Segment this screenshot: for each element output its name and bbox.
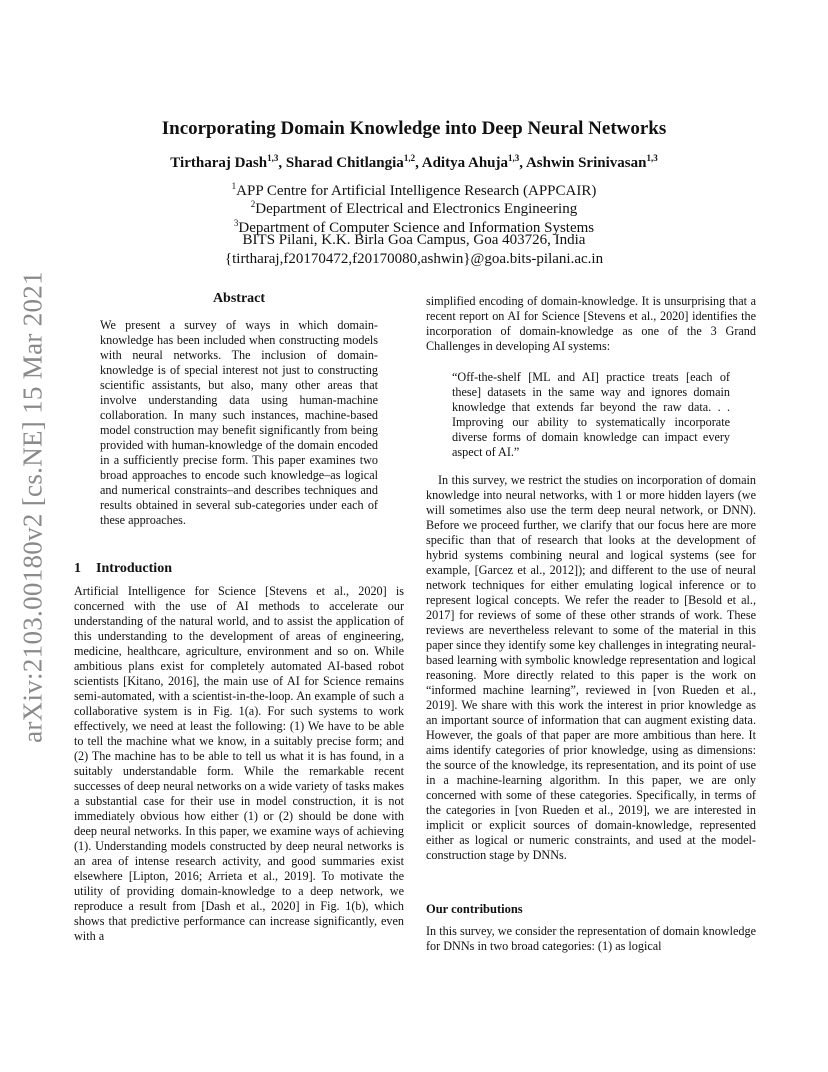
author-name: Sharad Chitlangia xyxy=(285,155,404,171)
right-paragraph-1: simplified encoding of domain-knowledge. It is unsurprising that a recent report on AI for Science [Stevens et al., 2020] identifies the incorporation of domain-knowledge as one of the 3 Grand Challenges in developing AI systems: xyxy=(426,294,756,353)
campus-address: BITS Pilani, K.K. Birla Goa Campus, Goa 403726, India xyxy=(242,232,586,248)
arxiv-stamp: arXiv:2103.00180v2 [cs.NE] 15 Mar 2021 xyxy=(17,271,48,743)
paper-title: Incorporating Domain Knowledge into Deep Neural Networks xyxy=(161,118,667,139)
contributions-text: In this survey, we consider the representation of domain knowledge for DNNs in two broad categories: (1) as logical xyxy=(426,924,756,953)
right-paragraph-2: In this survey, we restrict the studies on incorporation of domain knowledge into neural networks, with 1 or more hidden layers (we will sometimes also use the term deep neural network, or DNN). Before we proceed further, we clarify that our focus here are more specific than that of research that looks at the development of hybrid systems combining neural and logical systems (see for example, [Garcez et al., 2012]); and different to the use of neural network techniques for either emulating logical inference or to represent logical concepts. We refer the reader to [Besold et al., 2017] for reviews of some of these other strands of work. These reviews are nevertheless relevant to some of the material in this paper since they identify some key challenges in integrating neural-based learning with symbolic knowledge representation and logical reasoning. More directly related to this paper is the work on “informed machine learning”, reviewed in [von Rueden et al., 2019]. We share with this work the interest in prior knowledge as an important source of information that can augment existing data. However, the goals of that paper are more ambitious than here. It aims identify categories of prior knowledge, using as dimensions: the source of the knowledge, its representation, and its point of use in a machine-learning algorithm. In this paper, we are only concerned with some of these categories. Specifically, in terms of the categories in [von Rueden et al., 2019], we are interested in implicit or explicit sources of domain-knowledge, represented either as logical or numeric constraints, and used at the model-construction stage by DNNs. xyxy=(426,473,756,862)
affiliation-2: $^2$Department of Electrical and Electronics Engineering xyxy=(250,199,578,217)
author-name: Aditya Ahuja xyxy=(421,155,509,171)
abstract-text: We present a survey of ways in which domain-knowledge has been included when constructing models with neural networks. The inclusion of domain-knowledge is of special interest not just to constructing scientific assistants, but also, many other areas that involve understanding data using human-machine collaboration. In many such instances, machine-based model construction may benefit significantly from being provided with human-knowledge of the domain encoded in a sufficiently precise form. This paper examines two broad approaches to encode such knowledge–as logical and numerical constraints–and describes techniques and results obtained in several sub-categories under each of these approaches. xyxy=(100,318,378,527)
author-list: Tirtharaj Dash$^{1,3}$, Sharad Chitlangia$^{1,2}$, Aditya Ahuja$^{1,3}$, Ashwin Srinivasan$^{1,3}$ xyxy=(170,153,658,171)
contributions-heading: Our contributions xyxy=(426,902,523,916)
intro-paragraph: Artificial Intelligence for Science [Stevens et al., 2020] is concerned with the use of AI methods to accelerate our understanding of the natural world, and to assist the application of this understanding to the development of areas of engineering, medicine, healthcare, agriculture, environment and so on. While ambitious plans exist for completely automated AI-based robot scientists [Kitano, 2016], the main use of AI for Science remains semi-automated, with a scientist-in-the-loop. An example of such a collaborative system is in Fig. 1(a). For such systems to work effectively, we need at least the following: (1) We have to be able to tell the machine what we know, in a suitably precise form; and (2) The machine has to be able to tell us what it is has found, in a suitably understandable form. While the remarkable recent successes of deep neural networks on a wide variety of tasks makes a substantial case for their use in model construction, it is not immediately obvious how either (1) or (2) should be done with deep neural networks. In this paper, we examine ways of achieving (1). Understanding models constructed by deep neural networks is an area of intense research activity, and good summaries exist elsewhere [Lipton, 2016; Arrieta et al., 2019]. To motivate the utility of providing domain-knowledge to a deep network, we reproduce a result from [Dash et al., 2020] in Fig. 1(b), which shows that predictive performance can increase significantly, even with a xyxy=(74,584,404,943)
email-list: {tirtharaj,f20170472,f20170080,ashwin}@goa.bits-pilani.ac.in xyxy=(224,251,604,267)
author-name: Tirtharaj Dash xyxy=(170,155,268,171)
block-quote: “Off-the-shelf [ML and AI] practice treats [each of these] datasets in the same way and ignores domain knowledge that extends far beyond the raw data. . . Improving our ability to systematically incorporate diverse forms of domain knowledge can impact every aspect of AI.” xyxy=(452,370,730,459)
section-heading: 1 Introduction xyxy=(74,561,172,576)
abstract-heading: Abstract xyxy=(212,291,266,306)
affiliation-1: $^1$APP Centre for Artificial Intelligence Research (APPCAIR) xyxy=(231,181,597,199)
affiliation-3: $^3$Department of Computer Science and Information Systems xyxy=(233,218,595,236)
author-name: Ashwin Srinivasan xyxy=(525,155,647,171)
